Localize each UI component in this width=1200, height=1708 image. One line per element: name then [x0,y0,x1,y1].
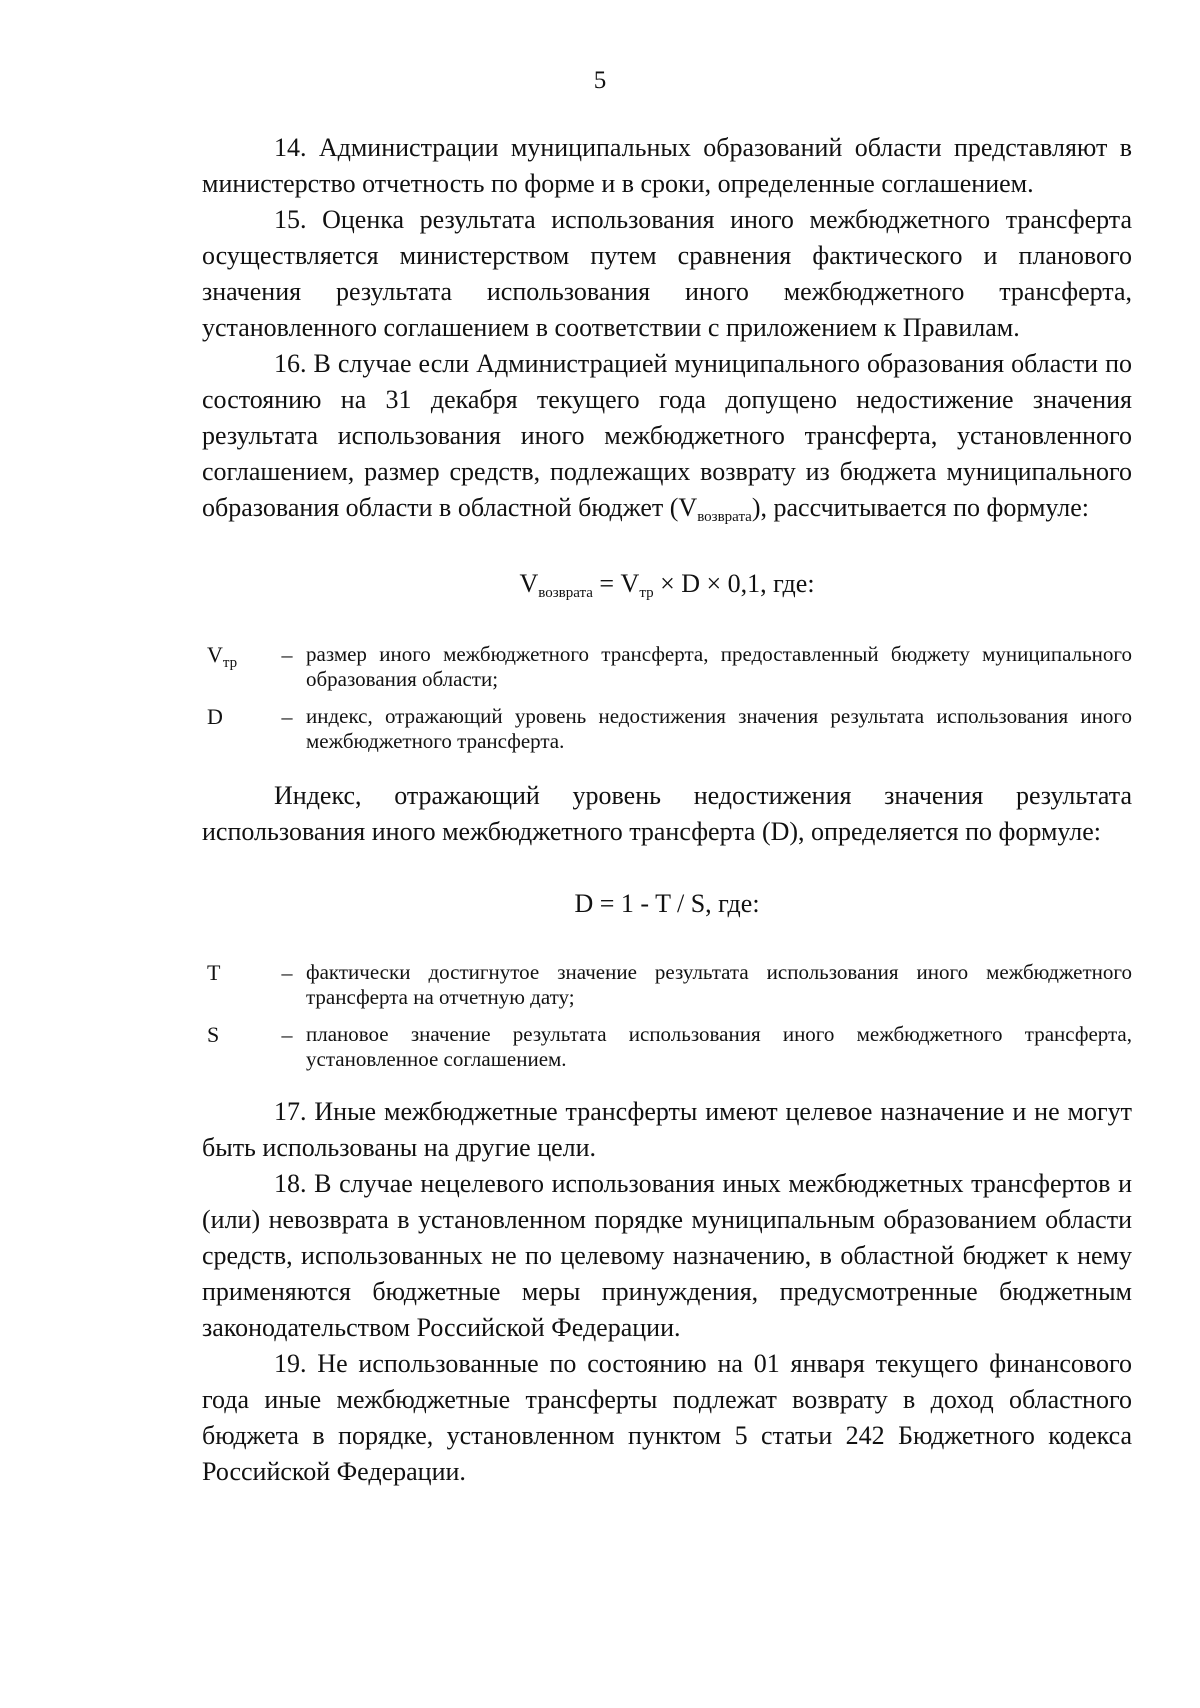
legend-dash: – [281,1022,293,1047]
legend-symbol: D [207,704,223,729]
paragraph-16-end: ), рассчитывается по формуле: [751,493,1090,522]
legend-symbol: T [207,960,221,985]
legend-formula-1 [202,642,1132,754]
paragraph-14: 14. Администрации муниципальных образований области представляют в министерство отчетность по форме и в сроки, определенные соглашением. [202,133,1132,198]
legend-text: плановое значение результата использования иного межбюджетного трансферта, установленное соглашением. [306,1022,1132,1071]
spacer [202,754,1132,778]
formula-return-amount [202,566,1132,602]
index-intro-paragraph: Индекс, отражающий уровень недостижения значения результата использования иного межбюджетного трансферта (D), определяется по формуле: [202,781,1132,846]
paragraph-15: 15. Оценка результата использования иного межбюджетного трансферта осуществляется министерством путем сравнения фактического и планового значения результата использования иного межбюджетного трансферта, установленного соглашением в соответствии с приложением к Правилам. [202,205,1132,342]
paragraph-19: 19. Не использованные по состоянию на 01 января текущего финансового года иные межбюджетные трансферты подлежат возврату в доход областного бюджета в порядке, установленном пунктом 5 статьи 242 Бюджетного кодекса Российской Федерации. [202,1349,1132,1486]
formula-1-sub-tr: тр [639,585,654,601]
spacer [202,1072,1132,1094]
paragraph-16-text: 16. В случае если Администрацией муниципального образования области по состоянию на 31 декабря текущего года допущено недостижение значения результата использования иного межбюджетного трансферта, установленного соглашением, размер средств, подлежащих возврату из бюджета муниципального образования области в областной бюджет (V [202,349,1132,522]
formula-1-sub-return: возврата [538,585,593,601]
page-number: 5 [593,67,607,94]
legend-dash: – [281,642,293,667]
legend-row [202,1022,1132,1072]
formula-1-mid: = V [592,569,640,598]
formula-1-v: V [519,569,539,598]
legend-text: размер иного межбюджетного трансферта, предоставленный бюджету муниципального образования области; [306,642,1132,691]
legend-dash: – [281,704,293,729]
legend-row [202,642,1132,692]
legend-row [202,704,1132,754]
legend-formula-2 [202,960,1132,1072]
paragraph-17: 17. Иные межбюджетные трансферты имеют целевое назначение и не могут быть использованы на другие цели. [202,1097,1132,1162]
document-body [202,130,1132,1490]
legend-symbol: $V_{тр}$ [207,642,238,671]
formula-1-rest: × D × 0,1, где: [653,569,815,598]
paragraph-16-subscript: возврата [697,509,752,525]
legend-symbol: S [207,1022,220,1047]
paragraph-16 [202,346,1132,526]
legend-text: фактически достигнутое значение результата использования иного межбюджетного трансферта на отчетную дату; [306,960,1132,1009]
legend-row [202,960,1132,1010]
paragraph-18: 18. В случае нецелевого использования иных межбюджетных трансфертов и (или) невозврата в установленном порядке муниципальным образованием области средств, использованных не по целевому назначению, в областной бюджет к нему применяются бюджетные меры принуждения, предусмотренные бюджетным законодательством Российской Федерации. [202,1169,1132,1342]
formula-index-d: D = 1 - T / S, где: [574,889,760,918]
legend-dash: – [281,960,293,985]
legend-text: индекс, отражающий уровень недостижения значения результата использования иного межбюджетного трансферта. [306,704,1132,753]
